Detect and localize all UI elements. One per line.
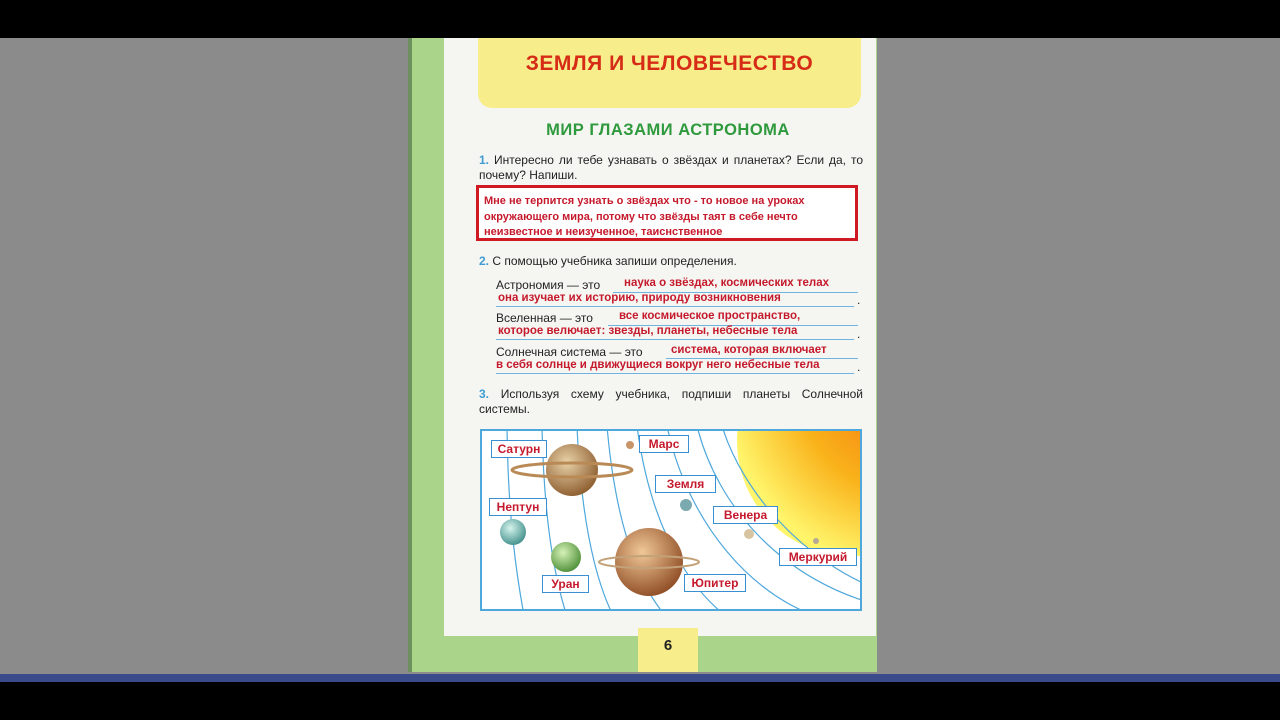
task-2-number: 2. <box>479 254 490 268</box>
label-uranus: Уран <box>542 575 589 593</box>
task-1-answer: Мне не терпится узнать о звёздах что - то новое на уроках окружающего мира, потому что звёзды таят в себе нечто неизвестное и неизученное, таиснственное <box>484 195 805 238</box>
label-earth: Земля <box>655 475 716 493</box>
uranus-planet <box>551 542 581 572</box>
definition-answer-line: которое велючает: звезды, планеты, небесные тела <box>498 325 798 337</box>
period: . <box>857 360 861 374</box>
label-mars: Марс <box>639 435 689 453</box>
solar-system-illustration <box>482 431 862 611</box>
earth-planet <box>680 499 692 511</box>
writing-line <box>496 306 854 307</box>
definition-answer-line: наука о звёздах, космических телах <box>624 277 829 289</box>
label-saturn: Сатурн <box>491 440 547 458</box>
period: . <box>857 327 861 341</box>
definition-answer-line: в себя солнце и движущиеся вокруг него небесные тела <box>496 359 820 371</box>
label-jupiter: Юпитер <box>684 574 746 592</box>
writing-line <box>496 339 854 340</box>
task-3-prompt <box>479 387 863 417</box>
task-1-answer-box <box>476 185 858 241</box>
label-mercury: Меркурий <box>779 548 857 566</box>
task-2-text: С помощью учебника запиши определения. <box>492 254 737 268</box>
task-2-prompt <box>479 254 863 269</box>
page-number: 6 <box>638 628 698 672</box>
definition-answer-line: все космическое пространство, <box>619 310 801 322</box>
task-3-number: 3. <box>479 387 490 401</box>
solar-system-scheme <box>480 429 862 611</box>
neptune-planet <box>500 519 526 545</box>
label-neptune: Нептун <box>489 498 547 516</box>
chapter-title: ЗЕМЛЯ И ЧЕЛОВЕЧЕСТВО <box>525 52 814 75</box>
task-3-text: Используя схему учебника, подпиши планеты Солнечной системы. <box>479 387 863 416</box>
task-1-text: Интересно ли тебе узнавать о звёздах и планетах? Если да, то почему? Напиши. <box>479 153 863 182</box>
period: . <box>857 293 861 307</box>
definition-term: Вселенная — это <box>496 311 593 325</box>
task-1-number: 1. <box>479 153 490 167</box>
lesson-title: МИР ГЛАЗАМИ АСТРОНОМА <box>546 121 790 139</box>
mercury-planet <box>813 538 819 544</box>
definition-term: Астрономия — это <box>496 278 601 292</box>
writing-line <box>496 373 854 374</box>
viewer-bottom-bar <box>0 674 1280 682</box>
definition-term: Солнечная система — это <box>496 345 643 359</box>
textbook-page <box>408 38 877 672</box>
task-1-question <box>479 153 863 183</box>
mars-planet <box>626 441 634 449</box>
definition-answer-line: она изучает их историю, природу возникновения <box>498 292 781 304</box>
label-venus: Венера <box>713 506 778 524</box>
venus-planet <box>744 529 754 539</box>
definition-answer-line: система, которая включает <box>671 344 827 356</box>
